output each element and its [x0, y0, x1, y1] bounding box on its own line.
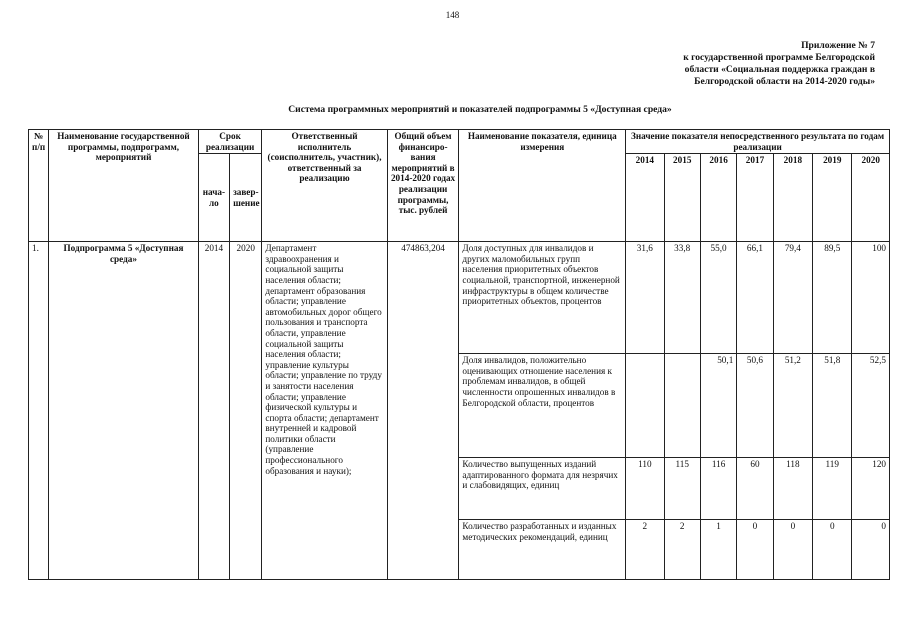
header-year-2018: 2018 — [773, 154, 812, 242]
indicator-value: 100 — [852, 242, 890, 354]
indicator-value: 51,2 — [773, 354, 812, 458]
header-year-2015: 2015 — [664, 154, 700, 242]
appendix-line-1: Приложение № 7 — [801, 40, 875, 51]
indicator-value: 0 — [852, 520, 890, 580]
header-year-2014: 2014 — [626, 154, 664, 242]
header-start: нача-ло — [198, 154, 229, 242]
header-indicator: Наименование показателя, единица измерения — [459, 130, 626, 242]
appendix-header — [600, 40, 875, 88]
indicator-name: Доля инвалидов, положительно оценивающих отношение населения к проблемам инвалидов, в общей численности опрошенных инвалидов в Белгородской области, процентов — [459, 354, 626, 458]
header-term: Срок реализации — [198, 130, 262, 154]
header-year-2017: 2017 — [737, 154, 773, 242]
indicator-value: 33,8 — [664, 242, 700, 354]
row-start-year: 2014 — [198, 242, 229, 580]
indicator-value: 51,8 — [813, 354, 852, 458]
indicator-value: 115 — [664, 458, 700, 520]
header-year-2020: 2020 — [852, 154, 890, 242]
header-num: № п/п — [29, 130, 49, 242]
indicator-value: 60 — [737, 458, 773, 520]
table-row — [29, 242, 890, 354]
header-end: завер-шение — [230, 154, 262, 242]
indicator-value: 118 — [773, 458, 812, 520]
indicator-value: 120 — [852, 458, 890, 520]
indicator-value: 0 — [773, 520, 812, 580]
indicator-value: 0 — [813, 520, 852, 580]
indicator-value: 0 — [737, 520, 773, 580]
appendix-line-3: области «Социальная поддержка граждан в — [684, 64, 875, 75]
header-volume: Общий объем финансиро-вания мероприятий в 2014-2020 годах реализации программы, тыс. рублей — [387, 130, 459, 242]
indicator-name: Количество разработанных и изданных методических рекомендаций, единиц — [459, 520, 626, 580]
appendix-line-2: к государственной программе Белгородской — [683, 52, 875, 63]
row-volume: 474863,204 — [387, 242, 459, 580]
indicator-value: 31,6 — [626, 242, 664, 354]
indicator-name: Количество выпущенных изданий адаптированного формата для незрячих и слабовидящих, единиц — [459, 458, 626, 520]
header-year-2019: 2019 — [813, 154, 852, 242]
document-title: Система программных мероприятий и показателей подпрограммы 5 «Доступная среда» — [288, 104, 672, 115]
header-name: Наименование государственной программы, подпрограмм, мероприятий — [49, 130, 199, 242]
row-num: 1. — [29, 242, 49, 580]
indicator-value: 79,4 — [773, 242, 812, 354]
header-year-2016: 2016 — [700, 154, 736, 242]
indicator-value: 66,1 — [737, 242, 773, 354]
indicator-value: 119 — [813, 458, 852, 520]
row-subprogram-name: Подпрограмма 5 «Доступная среда» — [49, 242, 199, 580]
indicator-value: 52,5 — [852, 354, 890, 458]
appendix-line-4: Белгородской области на 2014-2020 годы» — [694, 76, 875, 87]
indicator-value — [664, 354, 700, 458]
indicator-value: 2 — [664, 520, 700, 580]
indicator-value: 2 — [626, 520, 664, 580]
indicator-value: 89,5 — [813, 242, 852, 354]
indicator-value: 110 — [626, 458, 664, 520]
indicator-value: 116 — [700, 458, 736, 520]
indicator-value: 50,1 — [700, 354, 736, 458]
indicator-value — [626, 354, 664, 458]
header-values-group: Значение показателя непосредственного результата по годам реализации — [626, 130, 890, 154]
header-row-1 — [29, 130, 890, 154]
header-executor: Ответственный исполнитель (соисполнитель, участник), ответственный за реализацию — [262, 130, 387, 242]
indicator-value: 50,6 — [737, 354, 773, 458]
program-table — [28, 129, 890, 580]
indicator-name: Доля доступных для инвалидов и других маломобильных групп населения приоритетных объектов социальной, транспортной, инженерной инфраструктуры в общем количестве приоритетных объектов, процентов — [459, 242, 626, 354]
indicator-value: 1 — [700, 520, 736, 580]
indicator-value: 55,0 — [700, 242, 736, 354]
row-end-year: 2020 — [230, 242, 262, 580]
row-executor: Департамент здравоохранения и социальной защиты населения области; департамент образования области; управление автомобильных дорог общего пользования и транспорта области, управление социальной защиты населения области; управление культуры области; управление по труду и занятости населения области; управление физической культуры и спорта области; департамент внутренней и кадровой политики области (управление профессионального образования и науки); — [262, 242, 387, 580]
page-number: 148 — [445, 10, 460, 20]
